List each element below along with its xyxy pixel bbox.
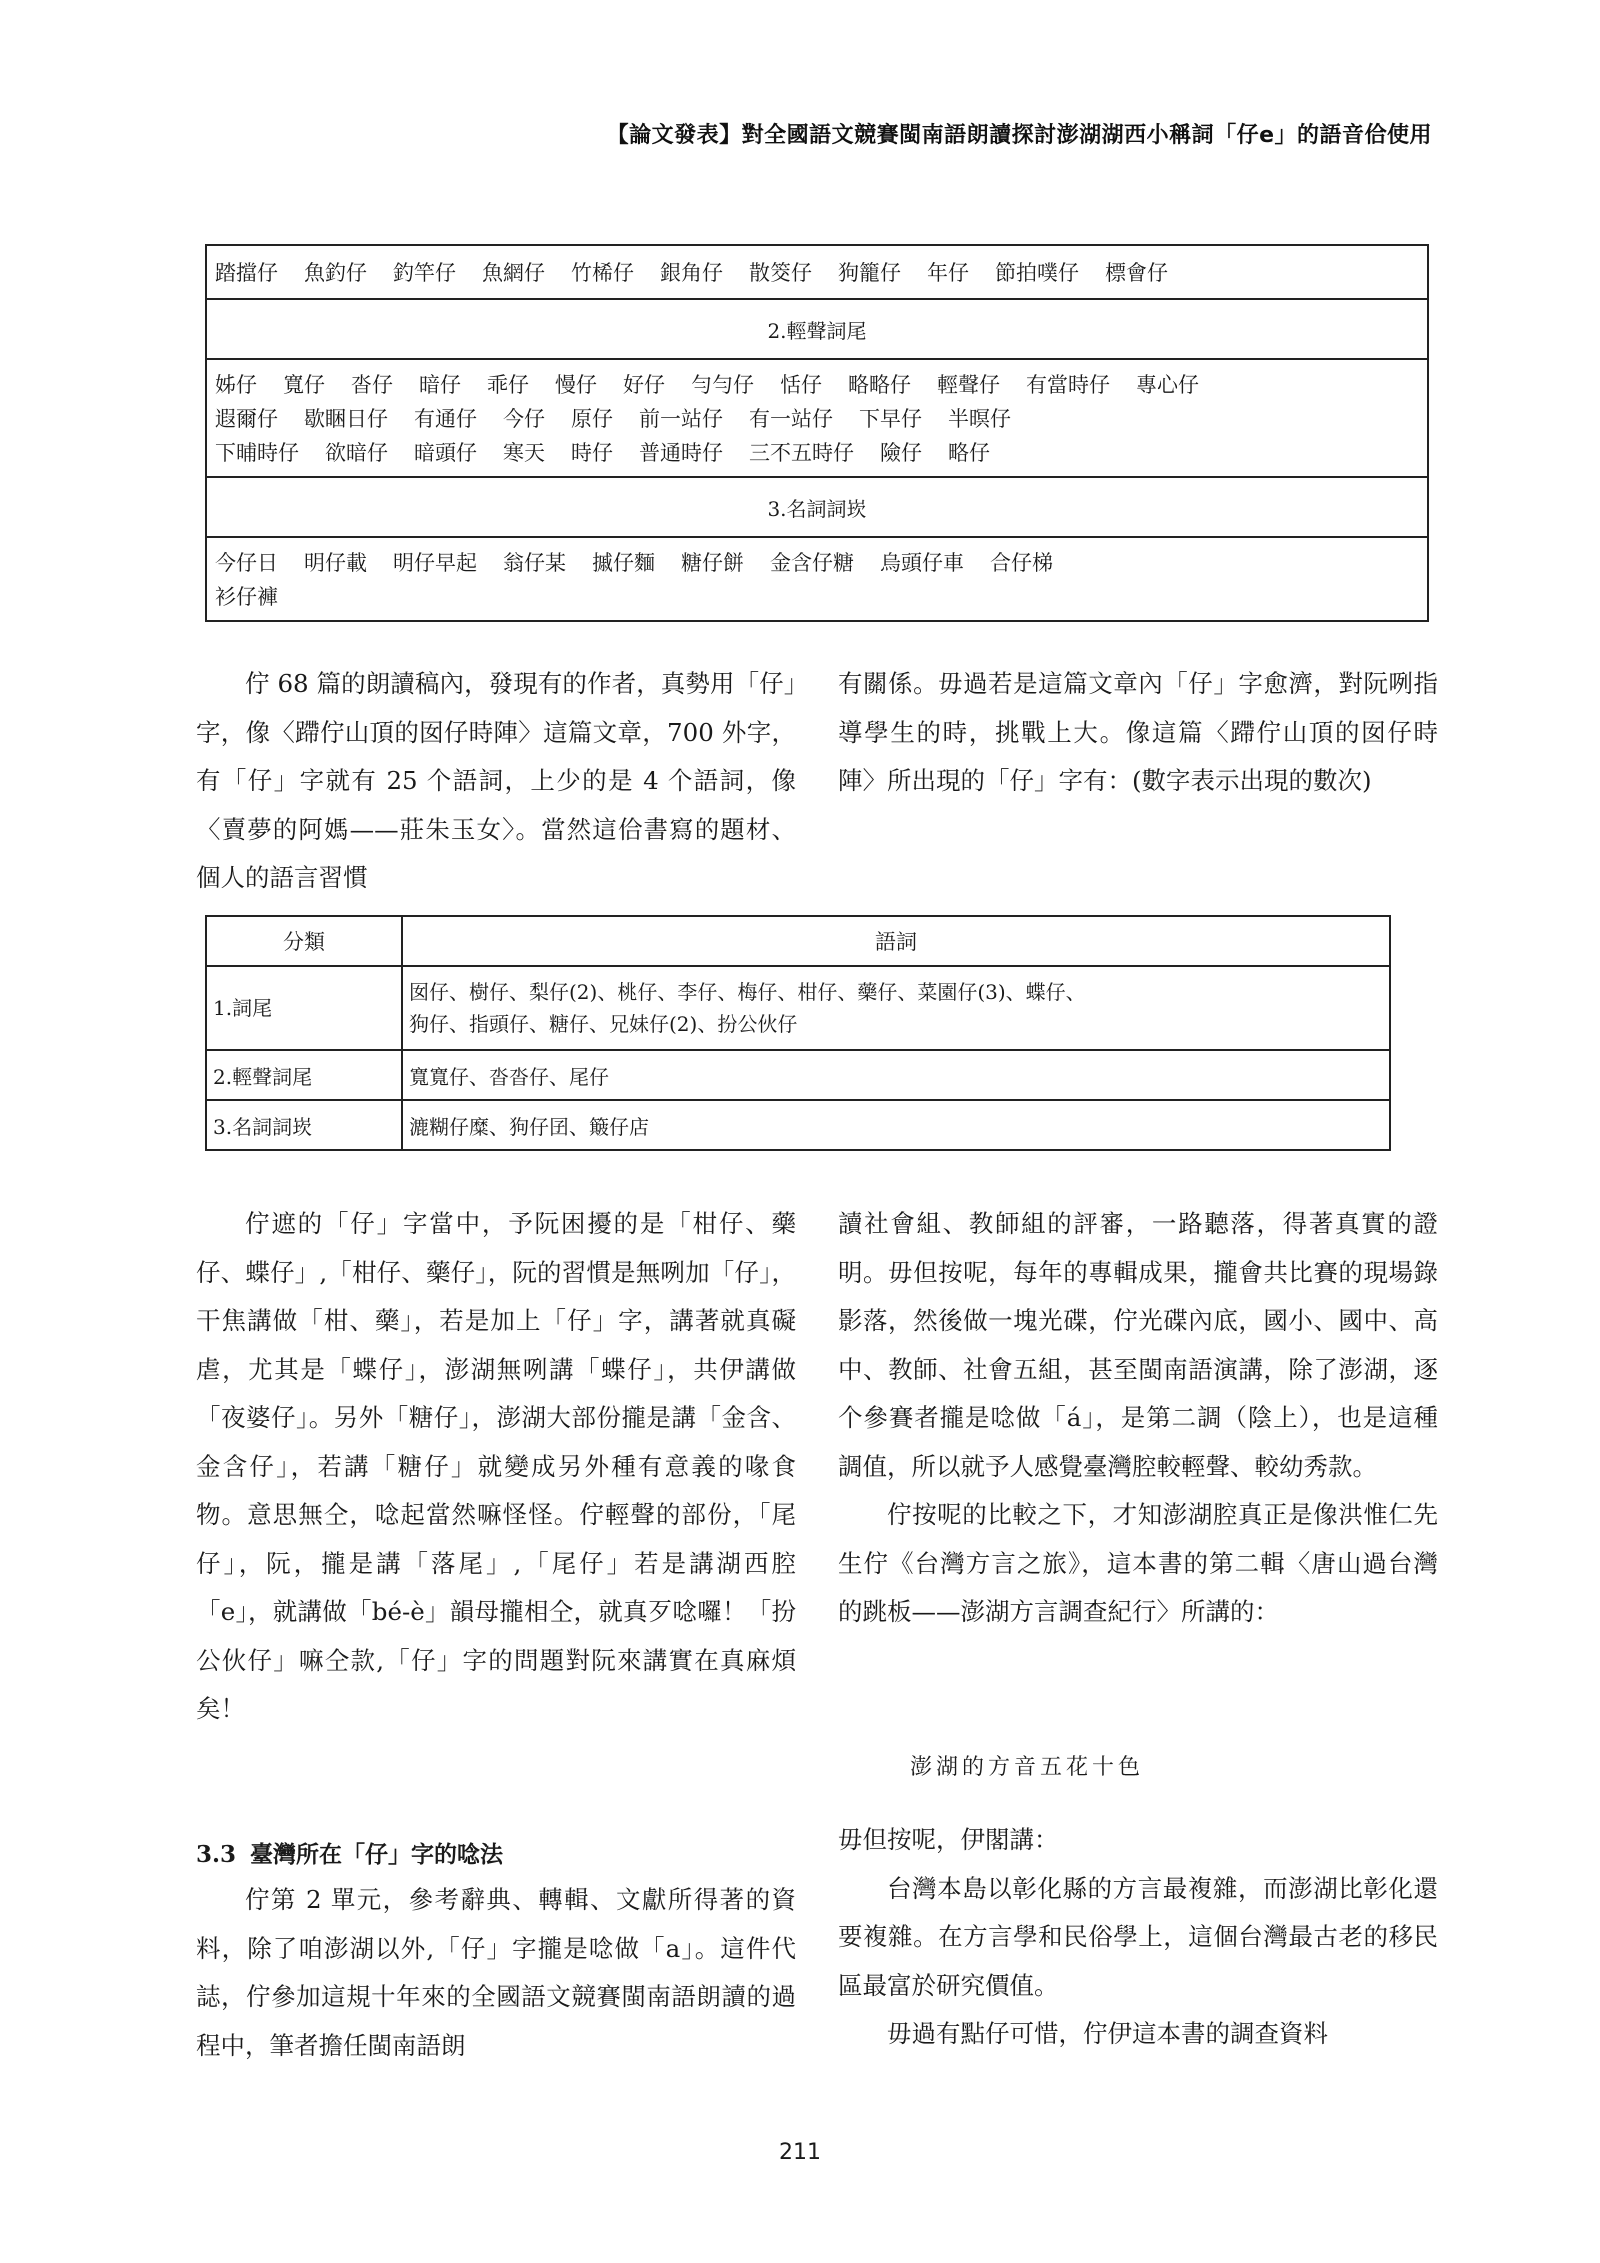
- word-item: 狗籠仔: [838, 261, 901, 285]
- word-item: 今仔日: [215, 551, 278, 575]
- word-item: 合仔梯: [990, 551, 1053, 575]
- word-item: 有當時仔: [1026, 373, 1110, 397]
- block-quote: 台灣本島以彰化縣的方言最複雜，而澎湖比彰化還要複雜。在方言學和民俗學上，這個台灣最古老的移民區最富於研究價值。: [838, 1873, 1438, 2000]
- words-line: [215, 546, 1419, 580]
- right-column-top: [838, 660, 1438, 806]
- word-item: 專心仔: [1136, 373, 1199, 397]
- word-item: 明仔載: [304, 551, 367, 575]
- left-column-top: [196, 660, 796, 903]
- table-row-heading: [206, 477, 1428, 537]
- page-number: 211: [779, 2140, 821, 2165]
- table-row-heading: [206, 299, 1428, 359]
- section-number: 3.3: [196, 1841, 237, 1868]
- word-item: 暗仔: [419, 373, 461, 397]
- word-item: 明仔早起: [393, 551, 477, 575]
- word-item: 今仔: [503, 407, 545, 431]
- word-list: [206, 359, 1428, 477]
- word-item: 金含仔糖: [770, 551, 854, 575]
- word-item: 勻勻仔: [691, 373, 754, 397]
- words-line: [215, 257, 1419, 287]
- category-heading-light-tone: 2.輕聲詞尾: [206, 299, 1428, 359]
- category-cell: 2.輕聲詞尾: [206, 1050, 402, 1100]
- word-item: 原仔: [571, 407, 613, 431]
- table-header-row: [206, 916, 1390, 966]
- word-item: 三不五時仔: [749, 441, 854, 465]
- right-column-bottom: [838, 1200, 1438, 1637]
- left-column-bottom: [196, 1200, 796, 1734]
- quote-title: 澎湖的方音五花十色: [910, 1755, 1145, 1780]
- word-item: 翁仔某: [503, 551, 566, 575]
- paragraph: 佇遮的「仔」字當中，予阮困擾的是「柑仔、藥仔、蝶仔」,「柑仔、藥仔」，阮的習慣是無咧加「仔」，干焦講做「柑、藥」，若是加上「仔」字，講著就真礙虐，尤其是「蝶仔」，澎湖無咧講「蝶仔」，共伊講做「夜婆仔」。另外「糖仔」，澎湖大部份攏是講「金含、金含仔」，若講「糖仔」就變成另外種有意義的喙食物。意思無仝，唸起當然嘛怪怪。佇輕聲的部份，「尾仔」，阮，攏是講「落尾」,「尾仔」若是講湖西腔「e」，就講做「bé-è」韻母攏相仝，就真歹唸囉！「扮公伙仔」嘛仝款,「仔」字的問題對阮來講實在真麻煩矣！: [196, 1209, 796, 1723]
- word-item: 略仔: [948, 441, 990, 465]
- right-column-quote: [838, 1816, 1438, 2059]
- word-item: 下晡時仔: [215, 441, 299, 465]
- word-item: 半暝仔: [948, 407, 1011, 431]
- word-item: 摵仔麵: [592, 551, 655, 575]
- words-cell: [402, 966, 1390, 1050]
- word-item: 時仔: [571, 441, 613, 465]
- paragraph: 毋但按呢，伊閣講：: [838, 1825, 1059, 1854]
- word-item: 普通時仔: [639, 441, 723, 465]
- word-item: 踏擋仔: [215, 261, 278, 285]
- word-item: 乖仔: [487, 373, 529, 397]
- word-item: 暗頭仔: [414, 441, 477, 465]
- word-item: 慢仔: [555, 373, 597, 397]
- table-row-noun-infix-words: [206, 537, 1428, 621]
- section-title: 臺灣所在「仔」字的唸法: [250, 1842, 504, 1868]
- words-cell: 漉糊仔糜、狗仔囝、簸仔店: [402, 1100, 1390, 1150]
- word-item: 年仔: [927, 261, 969, 285]
- word-item: 下早仔: [859, 407, 922, 431]
- word-item: 好仔: [623, 373, 665, 397]
- word-item: 釣竿仔: [393, 261, 456, 285]
- words-line: 囡仔、樹仔、梨仔(2)、桃仔、李仔、梅仔、柑仔、藥仔、菜園仔(3)、蝶仔、: [409, 980, 1086, 1004]
- words-line: 狗仔、指頭仔、糖仔、兄妹仔(2)、扮公伙仔: [409, 1012, 798, 1036]
- words-line: [215, 368, 1419, 402]
- paragraph: 佇 68 篇的朗讀稿內，發現有的作者，真勢用「仔」字，像〈蹛佇山頂的囡仔時陣〉這篇文章，700 外字，有「仔」字就有 25 个語詞，上少的是 4 个語詞，像〈賣夢的阿媽——莊朱玉女〉。當然這佮書寫的題材、個人的語言習慣: [196, 669, 796, 892]
- word-item: 魚釣仔: [304, 261, 367, 285]
- word-item: 歇睏日仔: [304, 407, 388, 431]
- word-table-example: [205, 915, 1391, 1151]
- table-row: [206, 1050, 1390, 1100]
- paragraph: 毋過有點仔可惜，佇伊這本書的調查資料: [887, 2019, 1328, 2048]
- word-item: 魚網仔: [482, 261, 545, 285]
- word-item: 姊仔: [215, 373, 257, 397]
- word-list: [206, 537, 1428, 621]
- word-item: 略略仔: [848, 373, 911, 397]
- word-item: 有通仔: [414, 407, 477, 431]
- paragraph: 讀社會組、教師組的評審，一路聽落，得著真實的證明。毋但按呢，每年的專輯成果，攏會共比賽的現場錄影落，然後做一塊光碟，佇光碟內底，國小、國中、高中、教師、社會五組，甚至閩南語演講，除了澎湖，逐个參賽者攏是唸做「á」，是第二調（陰上），也是這種調值，所以就予人感覺臺灣腔較輕聲、較幼秀款。: [838, 1209, 1438, 1481]
- word-item: 標會仔: [1105, 261, 1168, 285]
- paragraph: 有關係。毋過若是這篇文章內「仔」字愈濟，對阮咧指導學生的時，挑戰上大。像這篇〈蹛佇山頂的囡仔時陣〉所出現的「仔」字有：(數字表示出現的數次): [838, 669, 1438, 795]
- word-item: 欲暗仔: [325, 441, 388, 465]
- word-item: 烏頭仔車: [880, 551, 964, 575]
- word-item: 險仔: [880, 441, 922, 465]
- word-item: 寒天: [503, 441, 545, 465]
- word-item: 竹桸仔: [571, 261, 634, 285]
- word-item: 節拍噗仔: [995, 261, 1079, 285]
- column-header-category: 分類: [206, 916, 402, 966]
- paragraph: 佇第 2 單元，參考辭典、轉輯、文獻所得著的資料，除了咱澎湖以外,「仔」字攏是唸做「a」。這件代誌，佇參加這規十年來的全國語文競賽閩南語朗讀的過程中，筆者擔任閩南語朗: [196, 1885, 796, 2060]
- word-item: 輕聲仔: [937, 373, 1000, 397]
- words-line: [215, 436, 1419, 470]
- running-header: 【論文發表】對全國語文競賽閩南語朗讀探討澎湖湖西小稱詞「仔e」的語音佮使用: [606, 123, 1432, 148]
- column-header-words: 語詞: [402, 916, 1390, 966]
- table-row-suffix-words: [206, 245, 1428, 299]
- word-item: 遐爾仔: [215, 407, 278, 431]
- section-heading: [196, 1836, 503, 1869]
- word-list: [206, 245, 1428, 299]
- words-line: [215, 580, 1419, 614]
- word-item: 前一站仔: [639, 407, 723, 431]
- table-row: [206, 1100, 1390, 1150]
- word-item: 銀角仔: [660, 261, 723, 285]
- left-column-section: [196, 1876, 796, 2070]
- word-item: 有一站仔: [749, 407, 833, 431]
- words-cell: 寬寬仔、沓沓仔、尾仔: [402, 1050, 1390, 1100]
- category-cell: 1.詞尾: [206, 966, 402, 1050]
- category-heading-noun-infix: 3.名詞詞崁: [206, 477, 1428, 537]
- word-item: 衫仔褲: [215, 585, 278, 609]
- table-row: [206, 966, 1390, 1050]
- word-item: 恬仔: [780, 373, 822, 397]
- category-cell: 3.名詞詞崁: [206, 1100, 402, 1150]
- table-row-light-tone-words: [206, 359, 1428, 477]
- words-line: [215, 402, 1419, 436]
- word-table-continued: [205, 244, 1429, 622]
- word-item: 糖仔餅: [681, 551, 744, 575]
- word-item: 寬仔: [283, 373, 325, 397]
- word-item: 沓仔: [351, 373, 393, 397]
- paragraph: 佇按呢的比較之下，才知澎湖腔真正是像洪惟仁先生佇《台灣方言之旅》，這本書的第二輯〈唐山過台灣的跳板——澎湖方言調查紀行〉所講的：: [838, 1500, 1438, 1626]
- word-item: 散筊仔: [749, 261, 812, 285]
